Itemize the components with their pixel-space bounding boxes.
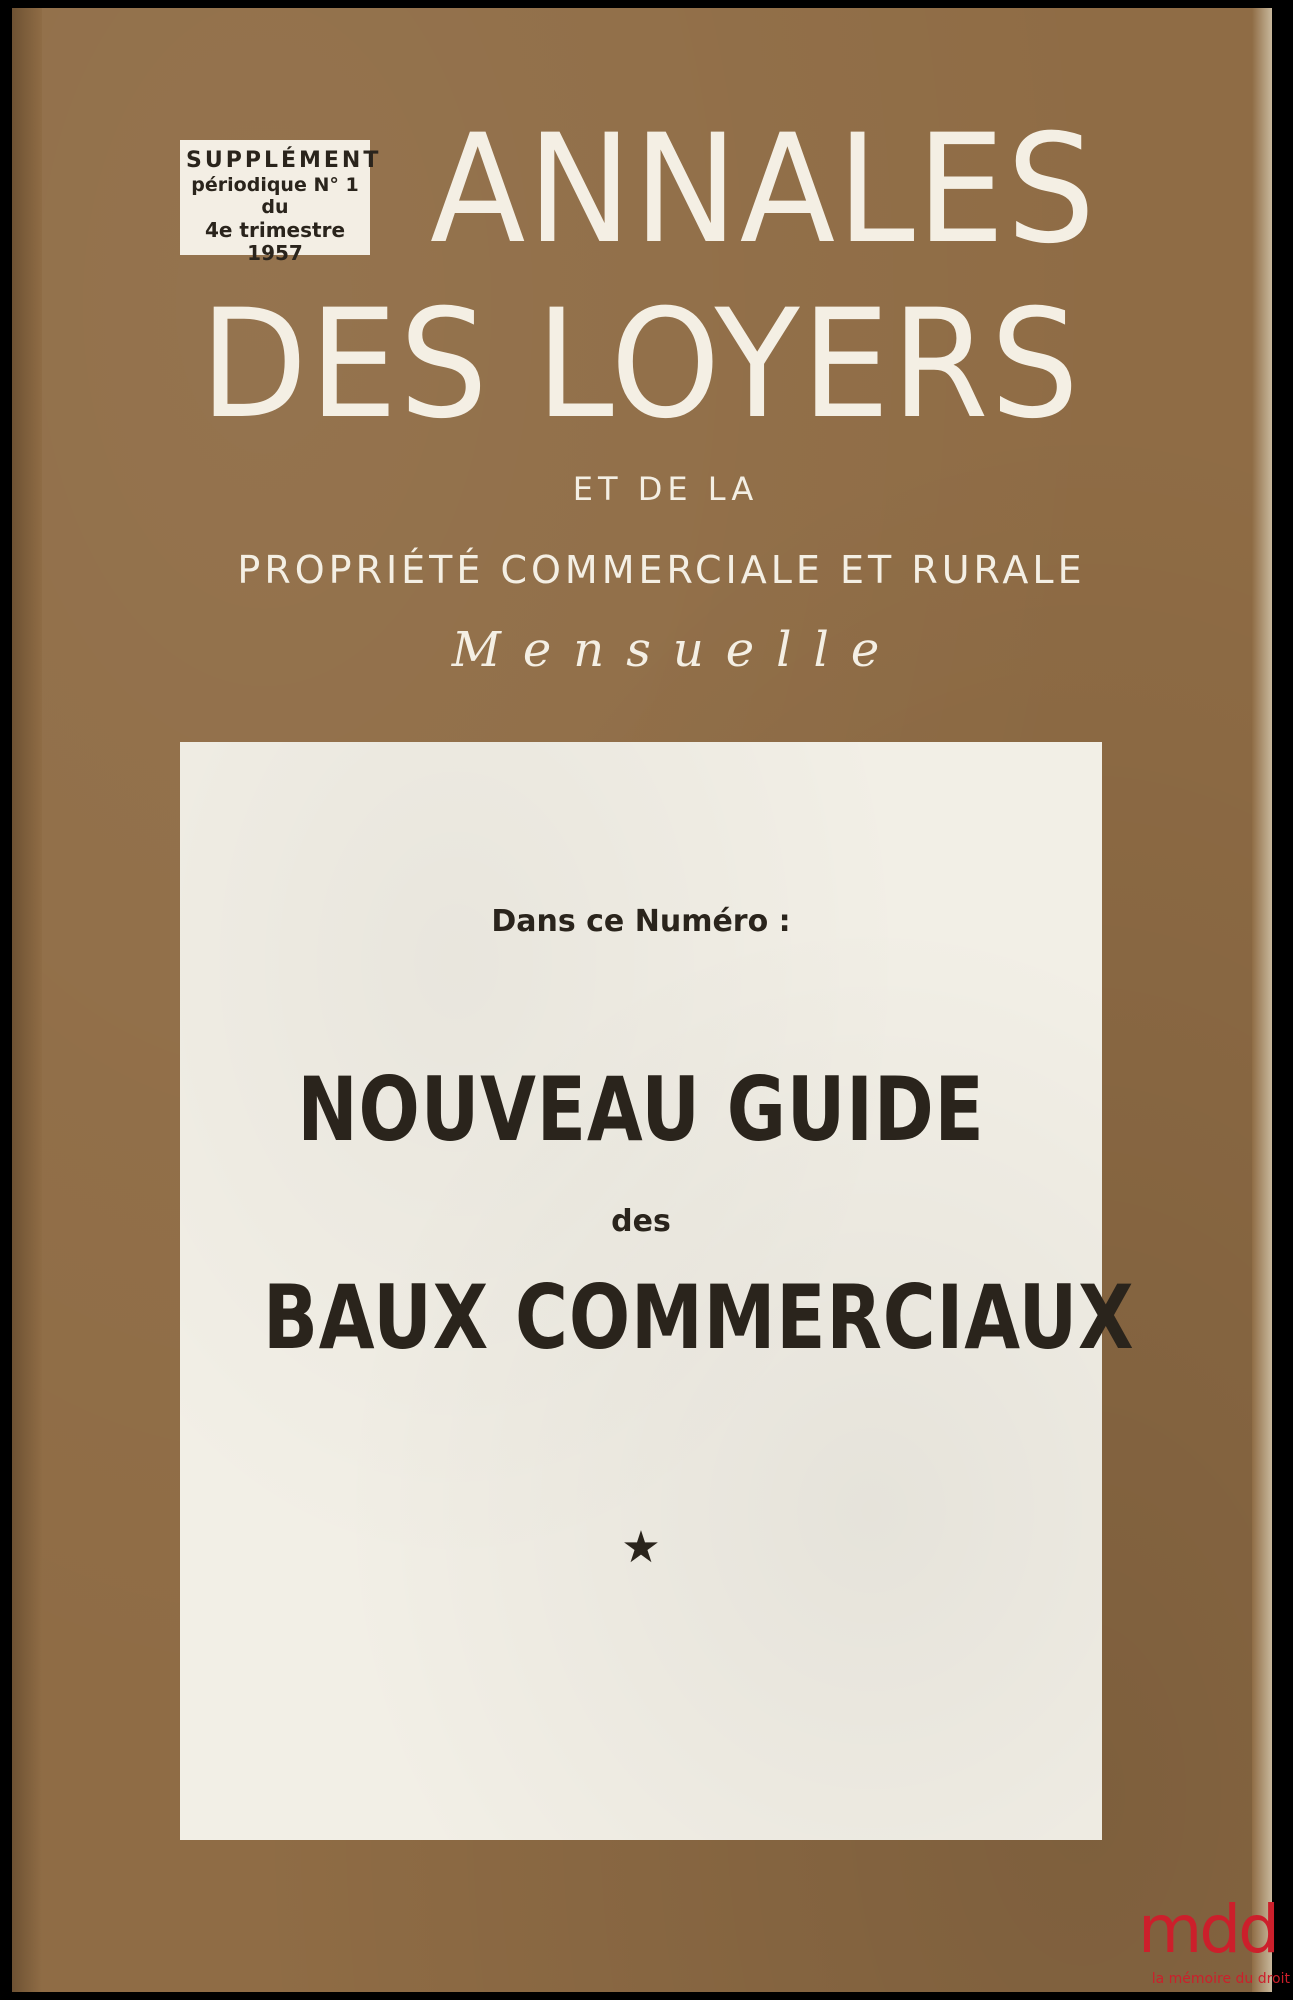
label-headline-2: BAUX COMMERCIAUX	[262, 1266, 1135, 1369]
title-line-des-loyers: DES LOYERS	[200, 278, 1081, 452]
label-connector: des	[611, 1204, 671, 1239]
cover-left-edge	[12, 8, 42, 1992]
subtitle-periodicity: Mensuelle	[451, 622, 902, 678]
supplement-label: SUPPLÉMENT	[186, 148, 382, 173]
subtitle-propriete: PROPRIÉTÉ COMMERCIALE ET RURALE	[237, 548, 1086, 592]
supplement-issue: périodique N° 1 du	[191, 173, 359, 219]
label-intro: Dans ce Numéro :	[491, 904, 791, 939]
title-line-annales: ANNALES	[430, 103, 1097, 277]
supplement-quarter: 4e trimestre 1957	[204, 217, 346, 266]
supplement-box	[180, 140, 382, 266]
star-ornament-icon: ★	[621, 1522, 661, 1573]
cover-right-edge	[1252, 8, 1272, 1992]
subtitle-et-de-la: ET DE LA	[572, 470, 759, 508]
watermark-letters: mdd	[1138, 1891, 1278, 1968]
watermark-caption: la mémoire du droit	[1151, 1971, 1290, 1987]
watermark-logo	[1130, 1891, 1290, 1995]
cover-label	[180, 742, 1135, 1840]
label-headline-1: NOUVEAU GUIDE	[297, 1058, 985, 1161]
